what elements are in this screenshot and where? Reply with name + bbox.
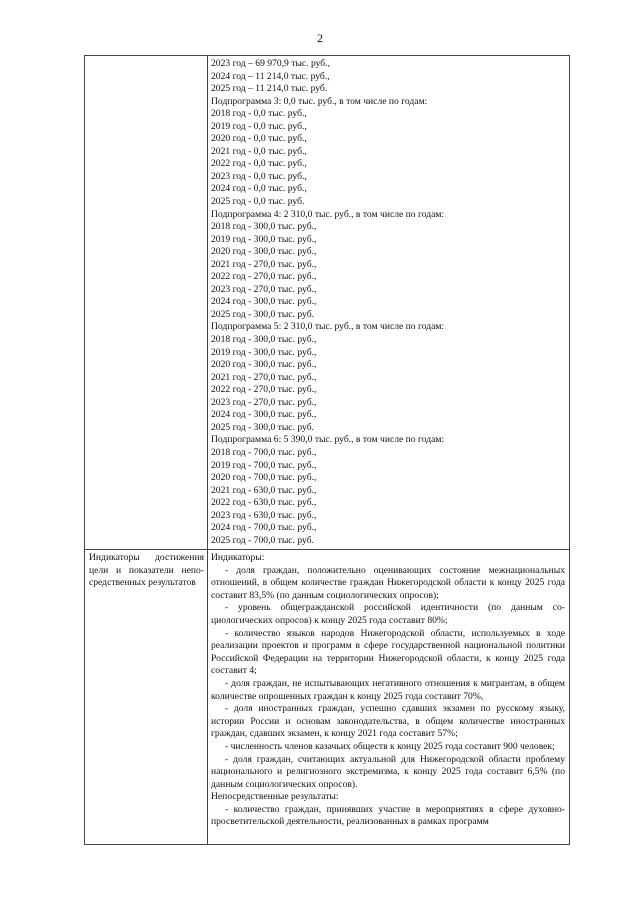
funding-line: 2018 год - 0,0 тыс. руб., bbox=[211, 108, 307, 120]
result-item: - количество граждан, принявших участие в мероприятиях в сфере духовно-просветительской деятельности, реализованных в рамках программ bbox=[211, 803, 565, 828]
funding-line: 2022 год - 0,0 тыс. руб., bbox=[211, 158, 307, 170]
indicators-label: Индикаторы достижения цели и показатели непосредственных результатов bbox=[89, 552, 204, 589]
funding-line: 2023 год - 270,0 тыс. руб., bbox=[211, 283, 317, 295]
funding-line: Подпрограмма 6: 5 390,0 тыс. руб., в том числе по годам: bbox=[211, 434, 445, 446]
funding-line: 2018 год - 300,0 тыс. руб., bbox=[211, 221, 317, 233]
indicator-item: - доля граждан, считающих актуальной для Нижегородской области проблему национального и религиозного экстремизма, к концу 2025 года составит 6,5% (по данным социологических опросов). bbox=[211, 753, 565, 790]
indicators-row bbox=[85, 549, 569, 844]
indicator-item: - численность членов казачьих обществ к концу 2025 года составит 900 человек; bbox=[225, 740, 555, 752]
funding-line: 2025 год - 300,0 тыс. руб. bbox=[211, 421, 314, 433]
funding-line: 2021 год - 270,0 тыс. руб., bbox=[211, 371, 317, 383]
funding-line: 2020 год - 0,0 тыс. руб., bbox=[211, 133, 307, 145]
funding-label-cell bbox=[85, 56, 208, 549]
funding-line: 2021 год - 270,0 тыс. руб., bbox=[211, 258, 317, 270]
indicator-item: - уровень общегражданской российской идентичности (по данным социологических опросов) к концу 2025 года составит 80%; bbox=[211, 602, 565, 626]
funding-line: 2024 год – 11 214,0 тыс. руб., bbox=[211, 70, 330, 82]
funding-line: 2024 год - 300,0 тыс. руб., bbox=[211, 296, 317, 308]
funding-line: 2024 год - 700,0 тыс. руб., bbox=[211, 522, 317, 534]
funding-line: 2025 год - 700,0 тыс. руб. bbox=[211, 534, 314, 546]
funding-line: 2020 год - 300,0 тыс. руб., bbox=[211, 246, 317, 258]
indicator-item: - доля иностранных граждан, успешно сдавших экзамен по русскому языку, истории России и основам законодательства, в общем количестве иностранных граждан, сдавших экзамен, к концу 2021 года составит 57%; bbox=[211, 703, 565, 740]
funding-line: Подпрограмма 5: 2 310,0 тыс. руб., в том числе по годам: bbox=[211, 321, 445, 333]
funding-line: 2018 год - 300,0 тыс. руб., bbox=[211, 334, 317, 346]
indicator-list bbox=[211, 565, 565, 792]
indicator-item: - доля граждан, положительно оценивающих состояние межнациональных отношений, в общем количестве граждан Нижегородской области к концу 2025 года составит 83,5% (по данным социологических опросов); bbox=[211, 564, 565, 601]
funding-line: 2023 год - 630,0 тыс. руб., bbox=[211, 509, 317, 521]
funding-line: 2019 год - 300,0 тыс. руб., bbox=[211, 233, 317, 245]
funding-line: Подпрограмма 3: 0,0 тыс. руб., в том числе по годам: bbox=[211, 95, 428, 107]
funding-line: 2018 год - 700,0 тыс. руб., bbox=[211, 446, 317, 458]
funding-line: 2023 год - 270,0 тыс. руб., bbox=[211, 396, 317, 408]
indicators-content-cell bbox=[208, 550, 569, 844]
funding-line: 2023 год – 69 970,9 тыс. руб., bbox=[211, 58, 330, 69]
results-title: Непосредственные результаты: bbox=[211, 791, 339, 803]
funding-values-cell bbox=[208, 56, 569, 549]
indicators-label-cell bbox=[85, 550, 208, 844]
page-number: 2 bbox=[317, 31, 323, 45]
funding-line: 2025 год - 300,0 тыс. руб. bbox=[211, 308, 314, 320]
funding-line: 2022 год - 270,0 тыс. руб., bbox=[211, 271, 317, 283]
funding-line: 2024 год - 0,0 тыс. руб., bbox=[211, 183, 307, 195]
funding-line: 2024 год - 300,0 тыс. руб., bbox=[211, 409, 317, 421]
indicator-item: - доля граждан, не испытывающих негативного отношения к мигрантам, в общем количестве опрошенных граждан к концу 2025 года составит 70%, bbox=[211, 677, 565, 702]
funding-line: 2019 год - 0,0 тыс. руб., bbox=[211, 120, 307, 132]
results-list bbox=[211, 804, 565, 829]
funding-line: 2021 год - 630,0 тыс. руб., bbox=[211, 484, 317, 496]
funding-line: 2019 год - 300,0 тыс. руб., bbox=[211, 346, 317, 358]
funding-line: Подпрограмма 4: 2 310,0 тыс. руб., в том числе по годам: bbox=[211, 208, 445, 220]
funding-line: 2023 год - 0,0 тыс. руб., bbox=[211, 170, 307, 182]
indicators-title: Индикаторы: bbox=[211, 552, 265, 563]
funding-row bbox=[85, 56, 569, 549]
funding-line: 2025 год – 11 214,0 тыс. руб. bbox=[211, 83, 328, 95]
funding-line: 2021 год - 0,0 тыс. руб., bbox=[211, 145, 307, 157]
funding-line: 2020 год - 700,0 тыс. руб., bbox=[211, 472, 317, 484]
funding-line: 2022 год - 270,0 тыс. руб., bbox=[211, 384, 317, 396]
funding-line: 2025 год - 0,0 тыс. руб. bbox=[211, 196, 305, 208]
funding-line: 2020 год - 300,0 тыс. руб., bbox=[211, 359, 317, 371]
funding-line: 2022 год - 630,0 тыс. руб., bbox=[211, 497, 317, 509]
funding-line: 2019 год - 700,0 тыс. руб., bbox=[211, 459, 317, 471]
indicator-item: - количество языков народов Нижегородской области, используемых в ходе реализации проектов и программ в сфере государственной национальной политики Российской Федерации на территории Нижегородской области, к концу 2025 года составит 4; bbox=[211, 627, 565, 677]
programme-passport-table bbox=[84, 55, 570, 845]
